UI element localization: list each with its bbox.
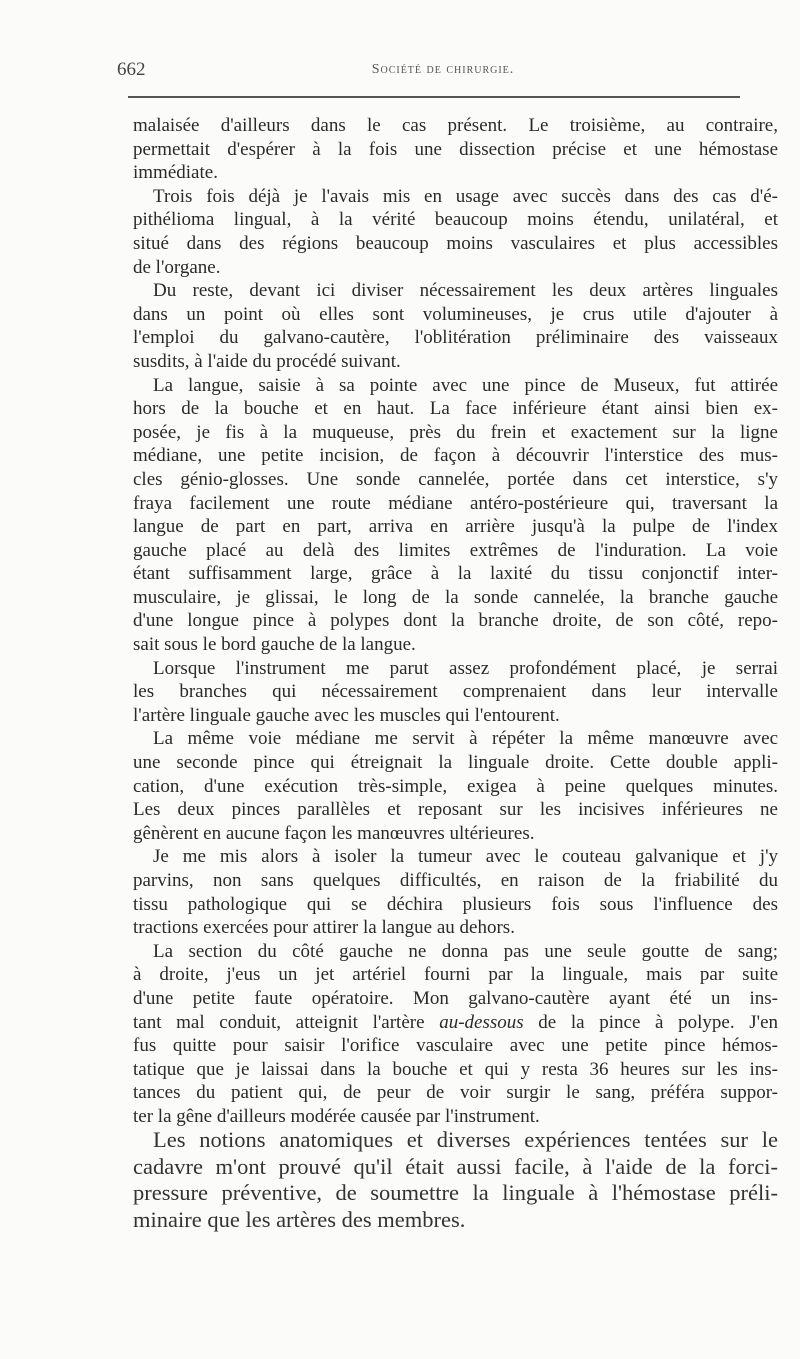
paragraph	[133, 185, 778, 279]
text-line: minaire que les artères des membres.	[133, 1206, 466, 1232]
text-segment: tant mal conduit, atteignit l'artère	[133, 1011, 440, 1033]
paragraph	[133, 114, 778, 185]
text-line: situé dans des régions beaucoup moins vasculaires et plus accessibles	[133, 232, 778, 254]
text-line: fraya facilement une route médiane antéro-postérieure qui, traversant la	[133, 492, 778, 514]
page-number: 662	[117, 59, 146, 80]
text-line: gauche placé au delà des limites extrêmes de l'induration. La voie	[133, 539, 778, 561]
text-line: tractions exercées pour attirer la langue au dehors.	[133, 917, 515, 939]
paragraph	[133, 940, 778, 1129]
text-line: Trois fois déjà je l'avais mis en usage avec succès dans des cas d'é-	[153, 185, 778, 207]
text-line: cles génio-glosses. Une sonde cannelée, portée dans cet interstice, s'y	[133, 468, 778, 490]
text-line: permettait d'espérer à la fois une dissection précise et une hémostase	[133, 138, 778, 160]
text-line: étant suffisamment large, grâce à la laxité du tissu conjonctif inter-	[133, 563, 778, 585]
text-line: les branches qui nécessairement comprenaient dans leur intervalle	[133, 681, 778, 703]
body-text	[133, 114, 778, 1129]
text-line: l'artère linguale gauche avec les muscles qui l'entourent.	[133, 704, 560, 726]
text-line: La même voie médiane me servit à répéter la même manœuvre avec	[153, 728, 778, 750]
text-line: sait sous le bord gauche de la langue.	[133, 634, 416, 656]
text-line: pressure préventive, de soumettre la linguale à l'hémostase préli-	[133, 1180, 778, 1205]
text-line: La section du côté gauche ne donna pas une seule goutte de sang;	[153, 940, 778, 962]
text-line: ter la gêne d'ailleurs modérée causée par l'instrument.	[133, 1105, 540, 1127]
text-line: posée, je fis à la muqueuse, près du frein et exactement sur la ligne	[133, 421, 778, 443]
text-line: tissu pathologique qui se déchira plusieurs fois sous l'influence des	[133, 893, 778, 915]
italic-text: au-dessous	[439, 1011, 524, 1033]
text-line: immédiate.	[133, 162, 218, 184]
closing-paragraph	[133, 1127, 778, 1233]
text-line: parvins, non sans quelques difficultés, en raison de la friabilité du	[133, 870, 778, 891]
text-line: d'une petite faute opératoire. Mon galvano-cautère ayant été un ins-	[133, 987, 778, 1009]
running-title: Société de chirurgie.	[371, 62, 515, 77]
paragraph	[133, 1127, 778, 1233]
text-line: cation, d'une exécution très-simple, exigea à peine quelques minutes.	[133, 775, 778, 797]
text-segment: de la pince à polype. J'en	[523, 1011, 778, 1033]
text-line: d'une longue pince à polypes dont la branche droite, de son côté, repo-	[133, 610, 778, 632]
text-line: langue de part en part, arriva en arrière jusqu'à la pulpe de l'index	[133, 516, 778, 538]
text-line: cadavre m'ont prouvé qu'il était aussi facile, à l'aide de la forci-	[133, 1153, 778, 1179]
text-line: La langue, saisie à sa pointe avec une pince de Museux, fut attirée	[153, 374, 778, 396]
text-line: susdits, à l'aide du procédé suivant.	[133, 350, 401, 372]
paragraph	[133, 727, 778, 845]
header-rule	[128, 96, 740, 98]
text-line: de l'organe.	[133, 256, 221, 278]
text-line: médiane, une petite incision, de façon à découvrir l'interstice des mus-	[133, 445, 778, 467]
text-line: pithélioma lingual, à la vérité beaucoup moins étendu, unilatéral, et	[133, 209, 778, 231]
text-line: Les notions anatomiques et diverses expériences tentées sur le	[153, 1127, 778, 1152]
text-line: tatique que je laissai dans la bouche et qui y resta 36 heures sur les ins-	[133, 1058, 778, 1080]
text-line: Lorsque l'instrument me parut assez profondément placé, je serrai	[153, 657, 778, 679]
text-line: l'emploi du galvano-cautère, l'oblitération préliminaire des vaisseaux	[133, 327, 778, 349]
text-line: Du reste, devant ici diviser nécessairement les deux artères linguales	[153, 280, 778, 302]
text-line: Les deux pinces parallèles et reposant sur les incisives inférieures ne	[133, 799, 778, 821]
paragraph	[133, 845, 778, 939]
text-line: malaisée d'ailleurs dans le cas présent. Le troisième, au contraire,	[133, 115, 778, 136]
text-line: hors de la bouche et en haut. La face inférieure étant ainsi bien ex-	[133, 398, 778, 420]
text-line	[133, 1011, 778, 1035]
text-line: musculaire, je glissai, le long de la sonde cannelée, la branche gauche	[133, 586, 778, 608]
text-line: fus quitte pour saisir l'orifice vasculaire avec une petite pince hémos-	[133, 1035, 778, 1057]
text-line: à droite, j'eus un jet artériel fourni par la linguale, mais par suite	[133, 964, 778, 986]
paragraph	[133, 374, 778, 657]
paragraph	[133, 657, 778, 728]
text-line: une seconde pince qui étreignait la linguale droite. Cette double appli-	[133, 752, 778, 774]
text-line: gênèrent en aucune façon les manœuvres ultérieures.	[133, 822, 535, 844]
text-line: Je me mis alors à isoler la tumeur avec le couteau galvanique et j'y	[153, 846, 778, 868]
text-line: dans un point où elles sont volumineuses, je crus utile d'ajouter à	[133, 303, 778, 325]
paragraph	[133, 279, 778, 373]
text-line: tances du patient qui, de peur de voir surgir le sang, préféra suppor-	[133, 1082, 778, 1104]
